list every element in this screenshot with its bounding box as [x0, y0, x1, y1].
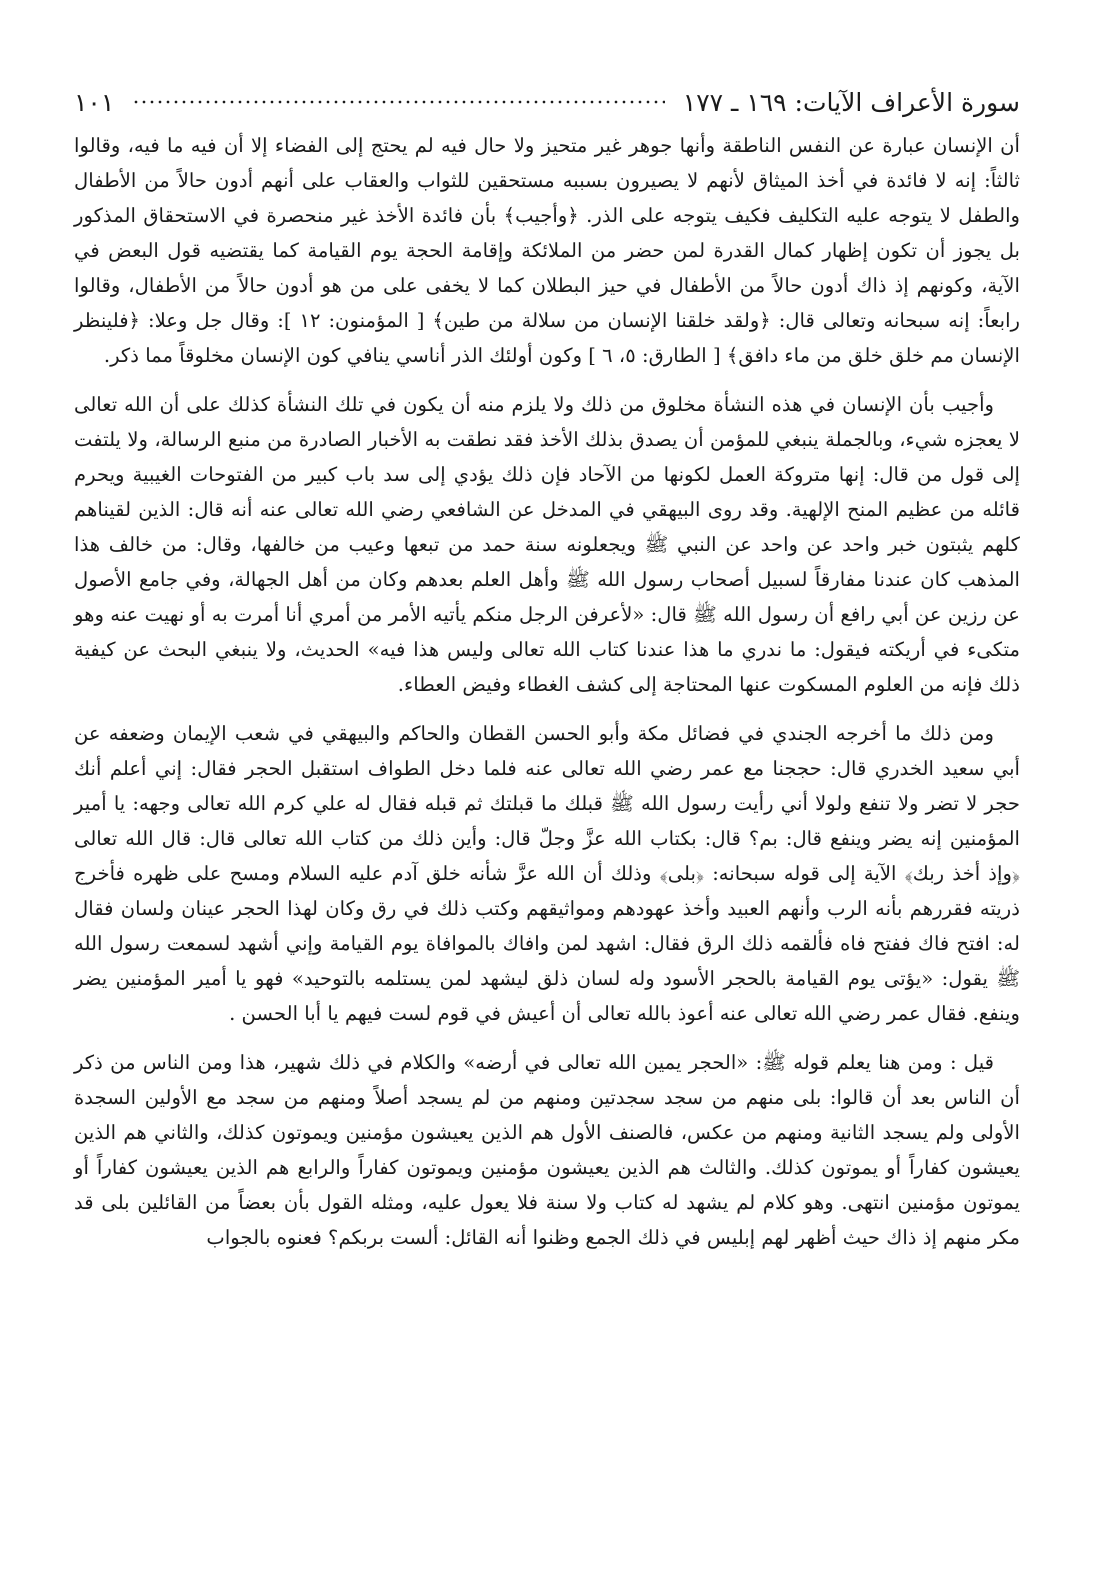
tafsir-text	[74, 128, 1020, 1255]
running-header	[74, 80, 1020, 124]
surah-title: سورة الأعراف الآيات: ١٦٩ ـ ١٧٧	[682, 87, 1020, 117]
dotted-leader	[132, 100, 665, 104]
paragraph-1: أن الإنسان عبارة عن النفس الناطقة وأنها جوهر غير متحيز ولا حال فيه لم يحتج إلى الفضاء إلا أن فيه ما فيه، وقالوا ثالثاً: إنه لا فائدة في أخذ الميثاق لأنهم لا يصيرون بسببه مستحقين للثواب والعقاب على أنهم أدون حالاً من الأطفال والطفل لا يتوجه عليه التكليف فكيف يتوجه على الذر. ﴿وأجيب﴾ بأن فائدة الأخذ غير منحصرة في الاستحقاق المذكور بل يجوز أن تكون إظهار كمال القدرة لمن حضر من الملائكة وإقامة الحجة يوم القيامة كما يقتضيه قول البعض في الآية، وكونهم إذ ذاك أدون حالاً من الأطفال في حيز البطلان كما لا يخفى على من هو أدون حالاً من الأطفال، وقالوا رابعاً: إنه سبحانه وتعالى قال: ﴿ولقد خلقنا الإنسان من سلالة من طين﴾ [ المؤمنون: ١٢ ]: وقال جل وعلا: ﴿فلينظر الإنسان مم خلق خلق من ماء دافق﴾ [ الطارق: ٥، ٦ ] وكون أولئك الذر أناسي ينافي كون الإنسان مخلوقاً مما ذكر.	[74, 134, 1020, 367]
paragraph-2: وأجيب بأن الإنسان في هذه النشأة مخلوق من ذلك ولا يلزم منه أن يكون في تلك النشأة كذلك على أن الله تعالى لا يعجزه شيء، وبالجملة ينبغي للمؤمن أن يصدق بذلك الأخذ فقد نطقت به الأخبار الصادرة من منبع الرسالة، ولا يلتفت إلى قول من قال: إنها متروكة العمل لكونها من الآحاد فإن ذلك يؤدي إلى سد باب كبير من الفتوحات الغيبية ويحرم قائله من عظيم المنح الإلهية. وقد روى البيهقي في المدخل عن الشافعي رضي الله تعالى عنه أنه قال: الذين لقيناهم كلهم يثبتون خبر واحد عن واحد عن النبي ﷺ ويجعلونه سنة حمد من تبعها وعيب من خالفها، وقال: من خالف هذا المذهب كان عندنا مفارقاً لسبيل أصحاب رسول الله ﷺ وأهل العلم بعدهم وكان من أهل الجهالة، وفي جامع الأصول عن رزين عن أبي رافع أن رسول الله ﷺ قال: «لأعرفن الرجل منكم يأتيه الأمر من أمري أنا أمرت به أو نهيت عنه وهو متكىء في أريكته فيقول: ما ندري ما هذا عندنا كتاب الله تعالى وليس هذا فيه» الحديث، ولا ينبغي البحث عن كيفية ذلك فإنه من العلوم المسكوت عنها المحتاجة إلى كشف الغطاء وفيض العطاء.	[74, 393, 1020, 696]
page-number: ١٠١	[74, 87, 115, 117]
paragraph-3: ومن ذلك ما أخرجه الجندي في فضائل مكة وأبو الحسن القطان والحاكم والبيهقي في شعب الإيمان وضعفه عن أبي سعيد الخدري قال: حججنا مع عمر رضي الله تعالى عنه فلما دخل الطواف استقبل الحجر فقال: إني أعلم أنك حجر لا تضر ولا تنفع ولولا أني رأيت رسول الله ﷺ قبلك ما قبلتك ثم قبله فقال له علي كرم الله تعالى وجهه: يا أمير المؤمنين إنه يضر وينفع قال: بم؟ قال: بكتاب الله عزَّ وجلّ قال: وأين ذلك من كتاب الله تعالى قال: قال الله تعالى ﴿وإذ أخذ ربك﴾ الآية إلى قوله سبحانه: ﴿بلى﴾ وذلك أن الله عزَّ شأنه خلق آدم عليه السلام ومسح على ظهره فأخرج ذريته فقررهم بأنه الرب وأنهم العبيد وأخذ عهودهم ومواثيقهم وكتب ذلك في رق وكان لهذا الحجر عينان ولسان فقال له: افتح فاك ففتح فاه فألقمه ذلك الرق فقال: اشهد لمن وافاك بالموافاة يوم القيامة وإني أشهد لسمعت رسول الله ﷺ يقول: «يؤتى يوم القيامة بالحجر الأسود وله لسان ذلق ليشهد لمن يستلمه بالتوحيد» فهو يا أمير المؤمنين يضر وينفع. فقال عمر رضي الله تعالى عنه أعوذ بالله تعالى أن أعيش في قوم لست فيهم يا أبا الحسن .	[74, 722, 1020, 1025]
paragraph-4: قيل : ومن هنا يعلم قوله ﷺ: «الحجر يمين الله تعالى في أرضه» والكلام في ذلك شهير، هذا ومن الناس من ذكر أن الناس بعد أن قالوا: بلى منهم من سجد سجدتين ومنهم من لم يسجد أصلاً ومنهم من سجد مع الأولين السجدة الأولى ولم يسجد الثانية ومنهم من عكس، فالصنف الأول هم الذين يعيشون مؤمنين ويموتون كذلك، والثاني هم الذين يعيشون كفاراً أو يموتون كذلك. والثالث هم الذين يعيشون مؤمنين ويموتون كفاراً والرابع هم الذين يعيشون كفاراً أو يموتون مؤمنين انتهى. وهو كلام لم يشهد له كتاب ولا سنة فلا يعول عليه، ومثله القول بأن بعضاً من القائلين بلى قد مكر منهم إذ ذاك حيث أظهر لهم إبليس في ذلك الجمع وظنوا أنه القائل: ألست بربكم؟ فعنوه بالجواب	[74, 1051, 1020, 1249]
